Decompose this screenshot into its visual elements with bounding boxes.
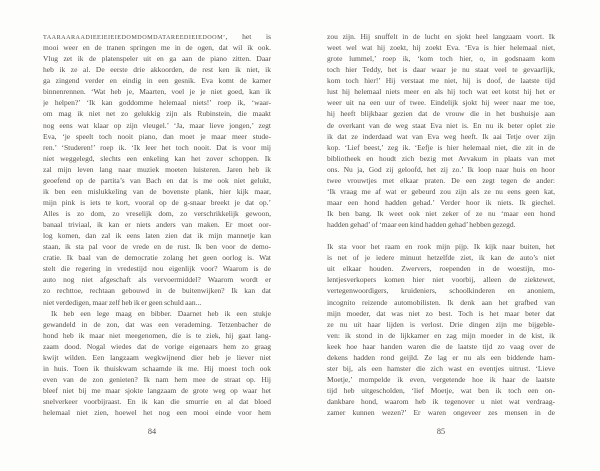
text-line: maar een hond hadden gehad.’ Verder hoor ik niets. Ik giechel. bbox=[327, 197, 555, 207]
opening-rest-text: , het is bbox=[225, 32, 271, 41]
text-line: hadden gehad’ of ‘maar een kind hadden gehad’ hebben gezegd. bbox=[327, 220, 516, 230]
text-line: ons. Nu ja, God zij geloofd, het zij zo.’ Ik loop naar huis en hoor bbox=[327, 164, 555, 174]
text-line: Vlug zet ik de platenspeler uit en ga aan de piano zitten. Daar bbox=[43, 54, 271, 64]
book-page-left bbox=[43, 31, 271, 418]
text-line: kom toch hier!’ Hij verstaat me niet, hij is doof, de laatste tijd bbox=[327, 76, 555, 86]
text-line: geoefend op de partita’s van Bach en dat is me ook niet gelukt, bbox=[43, 175, 271, 185]
text-line: Alles is zo dom, zo vreselijk dom, zo verschrikkelijk gewoon, bbox=[43, 209, 271, 218]
text-line: weet wel wat hij zoekt, hij zoekt Eva. ‘Eva is hier helemaal niet, bbox=[327, 43, 555, 53]
text-line: ga zingend verder en eindig in een gesnik. Eva komt de kamer bbox=[43, 76, 271, 86]
text-line: ik dat ze inderdaad wat van Eva weg heeft. Ik aai Tetje over zijn bbox=[327, 131, 555, 141]
text-line: ‘Ik vraag me af wat er gebeurd zou zijn als ze nu eens geen kat, bbox=[327, 186, 555, 196]
text-line: vertegenwoordigers, kruideniers, schoolkinderen en anoniem, bbox=[327, 286, 555, 296]
text-line: binnenrennen. ‘Wat heb je, Maarten, voel je je niet goed, kan ik bbox=[43, 87, 271, 97]
text-line: nog eens wat klaar op zijn vleugel.’ ‘Ja, maar lieve jongen,’ zegt bbox=[43, 120, 271, 130]
text-line: Moetje,’ mompelde ik even, vergetende hoe ik haar de laatste bbox=[327, 374, 555, 384]
text-line: cratie. Ik baal van de democratie zolang het geen oorlog is. Wat bbox=[43, 253, 271, 263]
book-page-right bbox=[327, 31, 555, 418]
text-line: zo rechttoe, rechtaan gebouwd in de buitenwijken? Ik kan dat bbox=[43, 286, 271, 296]
text-line: je helpen?’ ‘Ik kan goddomme helemaal niets!’ roep ik, ‘waar- bbox=[43, 98, 271, 108]
text-line: niet verdedigen, maar zelf heb ik er geen schuld aan... bbox=[43, 297, 202, 307]
text-line: toch hier Teddy, het is daar waar je nu staat veel te gevaarlijk, bbox=[327, 65, 555, 75]
text-line bbox=[327, 230, 555, 241]
text-line: hond heb ik maar niet meegenomen, die is te ziek, hij gaat lang- bbox=[43, 330, 271, 340]
text-line: ven: ik stond in de lijkkamer en zag mijn moeder in de kist, ik bbox=[327, 330, 555, 340]
text-line: weer uit na een uur of twee. Eindelijk sjokt hij weer naar me toe, bbox=[327, 98, 555, 108]
text-line: Ik sta voor het raam en rook mijn pijp. Ik kijk naar buiten, het bbox=[327, 242, 555, 252]
text-line: zou zijn. Hij snuffelt in de lucht en sjokt heel langzaam voort. Ik bbox=[327, 32, 555, 41]
text-line: keek hoe haar handen waren die de laatste tijd zo vaag over de bbox=[327, 341, 555, 351]
text-line: helemaal niet zien, hoewel het nog een mooi einde voor hem bbox=[43, 408, 271, 418]
text-line: snelverkeer voorbijraast. En ik kan die smurrie en al dat bloed bbox=[43, 397, 271, 407]
page-number-right: 85 bbox=[436, 427, 446, 436]
text-line: hij heeft blijkbaar gezien dat de vrouw die in het bushuisje aan bbox=[327, 109, 555, 119]
opening-smallcaps-text: TAARAARAADIEEIEIEIEDOMDOMDATAREEDIEIEDOOM’ bbox=[43, 34, 226, 41]
text-line: lust hij helemaal niets meer en als hij toch wat eet kotst hij het er bbox=[327, 87, 555, 97]
text-line: zaam dood. Nogal wiedes dat de vorige eigenaars hem zo graag bbox=[43, 341, 271, 351]
text-line: Eva, ‘je speelt toch nooit piano, dan moet je maar meer stude- bbox=[43, 131, 271, 141]
text-line: auto nog niet afgeschaft als vervoermiddel? Waarom wordt er bbox=[43, 275, 271, 285]
page-number-left: 84 bbox=[147, 427, 157, 436]
text-line: twee vrouwtjes met elkaar praten. De een zegt tegen de ander: bbox=[327, 175, 555, 185]
text-line: zamer kunnen wezen?’ Er waren ongeveer zes mensen in de bbox=[327, 408, 555, 418]
text-line: uit elkaar houden. Zwervers, roependen in de woestijn, mo- bbox=[327, 264, 555, 274]
text-line: staan, ik sta pal voor de vrede en de rust. Ik ben voor de demo- bbox=[43, 242, 271, 252]
text-line: om mag ik niet net zo gelukkig zijn als Rubinstein, die maakt bbox=[43, 109, 271, 119]
text-line: grote lummel,’ roep ik, ‘kom toch hier, o, in godsnaam kom bbox=[327, 54, 555, 64]
text-line: ik ben een mislukkeling van de bovenste plank, hier kijk maar, bbox=[43, 186, 271, 196]
text-line: mooi weer en de tranen springen me in de ogen, dat wil ik ook. bbox=[43, 43, 271, 53]
text-line: Ik ben bang. Ik weet ook niet zeker of ze nu ‘maar een hond bbox=[327, 209, 555, 218]
text-line: ze nu uit haar lijden is verlost. Drie dingen zijn me bijgeble- bbox=[327, 319, 555, 329]
text-line: banaal triviaal, ik kan er niets anders van maken. Er moet oor- bbox=[43, 220, 271, 230]
text-line: mijn pink is iets te kort, vooral op de g-snaar breekt je dat op.’ bbox=[43, 197, 271, 207]
text-line bbox=[43, 31, 271, 42]
text-line: bibliotheek en houdt zich bezig met Avvakum in plaats van met bbox=[327, 153, 555, 163]
text-line: stelt die regering in vredestijd nou eigenlijk voor? Waarom is de bbox=[43, 264, 271, 274]
text-line: dekens hadden rond geijld. Ze lag er nu als een biddende ham- bbox=[327, 352, 555, 362]
text-line: dankbare hond, waarom heb ik tegenover u niet wat verdraag- bbox=[327, 397, 555, 407]
text-line: ren.’ ‘Studeren!’ roep ik. ‘Ik leer het toch nooit. Dat is voor mij bbox=[43, 142, 271, 152]
text-line: kwijt wilden. Een langzaam wegkwijnend dier heb je liever niet bbox=[43, 352, 271, 362]
text-line: kop. ‘Lief beest,’ zeg ik. ‘Eefje is hier helemaal niet, die zit in de bbox=[327, 142, 555, 152]
text-line: incognito reizende automobilisten. Ik denk aan het grafbed van bbox=[327, 297, 555, 307]
text-line: tijd heb uitgescholden, ‘lief Moetje, wat ben ik toch een on- bbox=[327, 386, 555, 395]
text-line: log komen, dan zal ik eens laten zien dat ik mijn mannetje kan bbox=[43, 231, 271, 241]
text-line: Ik heb een lege maag en bibber. Daarnet heb ik een stukje bbox=[51, 308, 271, 318]
text-line: even van de zon genieten? Ik nam hem mee de straat op. Hij bbox=[43, 374, 271, 384]
text-line: in huis. Toen ik thuiskwam schaamde ik me. Hij moest toch ook bbox=[43, 363, 271, 373]
text-line: zal mijn leven lang naar muziek moeten luisteren. Jaren heb ik bbox=[43, 164, 271, 174]
text-line: lentjesverkopers komen hier niet voorbij, alleen de ziektewet, bbox=[327, 275, 555, 285]
text-line: is net of je iedere minuut hetzelfde ziet, ik kan de auto’s niet bbox=[327, 253, 555, 263]
text-line: niet weggelegd, slechts een enkeling kan het zover schoppen. Ik bbox=[43, 153, 271, 163]
text-line: bleef niet bij me maar sjokte langzaam de grote weg op waar het bbox=[43, 386, 271, 395]
text-line: mijn moeder, dat was niet zo best. Toch is het maar beter dat bbox=[327, 308, 555, 318]
text-line: gewandeld in de zon, dat was een verademing. Tetzenbacher de bbox=[43, 319, 271, 329]
text-line: de overkant van de weg staat Eva niet is. En nu ik beter oplet zie bbox=[327, 120, 555, 130]
text-line: heb ik ze al. De eerste drie akkoorden, de rest ken ik niet, ik bbox=[43, 65, 271, 75]
text-line: ster bij, als een hamster die zich wast en eventjes uitrust. ‘Lieve bbox=[327, 363, 555, 373]
